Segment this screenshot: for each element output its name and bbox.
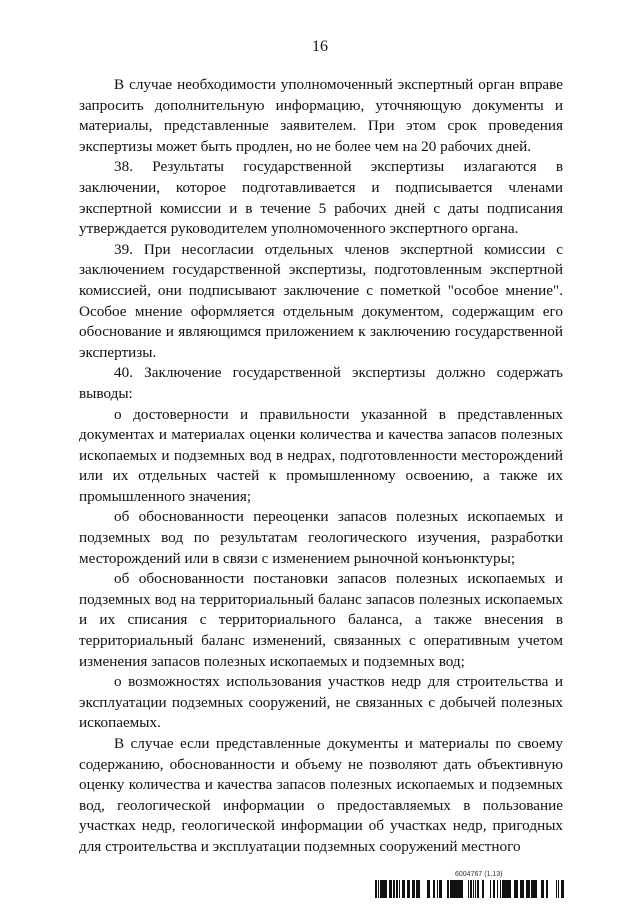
document-code: 6004767 (1.13) bbox=[455, 871, 503, 878]
list-item-underground-use: о возможностях использования участков недр для строительства и эксплуатации подземных сооружений, не связанных с добычей полезных ископаемых. bbox=[79, 673, 563, 732]
paragraph-38: 38. Результаты государственной экспертизы излагаются в заключении, которое подготавливается и подписывается членами экспертной комиссии и в течение 5 рабочих дней с даты подписания утверждается руководителем уполномоченного экспертного органа. bbox=[79, 158, 563, 238]
list-item-reliability: о достоверности и правильности указанной в представленных документах и материалах оценки количества и качества запасов полезных ископаемых и подземных вод в недрах, подготовленности месторождений или их отдельных частей к промышленному освоению, а также их промышленного значения; bbox=[79, 405, 563, 505]
paragraph-insufficient-materials: В случае если представленные документы и материалы по своему содержанию, обоснованности и объему не позволяют дать объективную оценку количества и качества запасов полезных ископаемых и подземных вод, геологической информации о предоставляемых в пользование участках недр, геологической информации об участках недр, пригодных для строительства и эксплуатации подземных сооружений местного bbox=[79, 735, 563, 855]
paragraph-additional-info: В случае необходимости уполномоченный экспертный орган вправе запросить дополнительную информацию, уточняющую документы и материалы, представленные заявителем. При этом срок проведения экспертизы может быть продлен, но не более чем на 20 рабочих дней. bbox=[79, 76, 563, 155]
page-number: 16 bbox=[312, 38, 328, 55]
barcode-image bbox=[374, 880, 564, 898]
document-body bbox=[79, 75, 563, 858]
paragraph-39: 39. При несогласии отдельных членов экспертной комиссии с заключением государственной экспертизы, подготовленным экспертной комиссией, они подписывают заключение с пометкой "особое мнение". Особое мнение оформляется отдельным документом, содержащим его обоснование и являющимся приложением к заключению государственной экспертизы. bbox=[79, 240, 563, 361]
paragraph-40: 40. Заключение государственной экспертизы должно содержать выводы: bbox=[79, 364, 563, 402]
list-item-balance: об обоснованности постановки запасов полезных ископаемых и подземных вод на территориальный баланс запасов полезных ископаемых и их списания с территориального баланса, а также внесения в территориальный баланс изменений, связанных с оперативным учетом изменения запасов полезных ископаемых и подземных вод; bbox=[79, 570, 563, 670]
list-item-reassessment: об обоснованности переоценки запасов полезных ископаемых и подземных вод по результатам геологического изучения, разработки месторождений или в связи с изменением рыночной конъюнктуры; bbox=[79, 508, 563, 567]
